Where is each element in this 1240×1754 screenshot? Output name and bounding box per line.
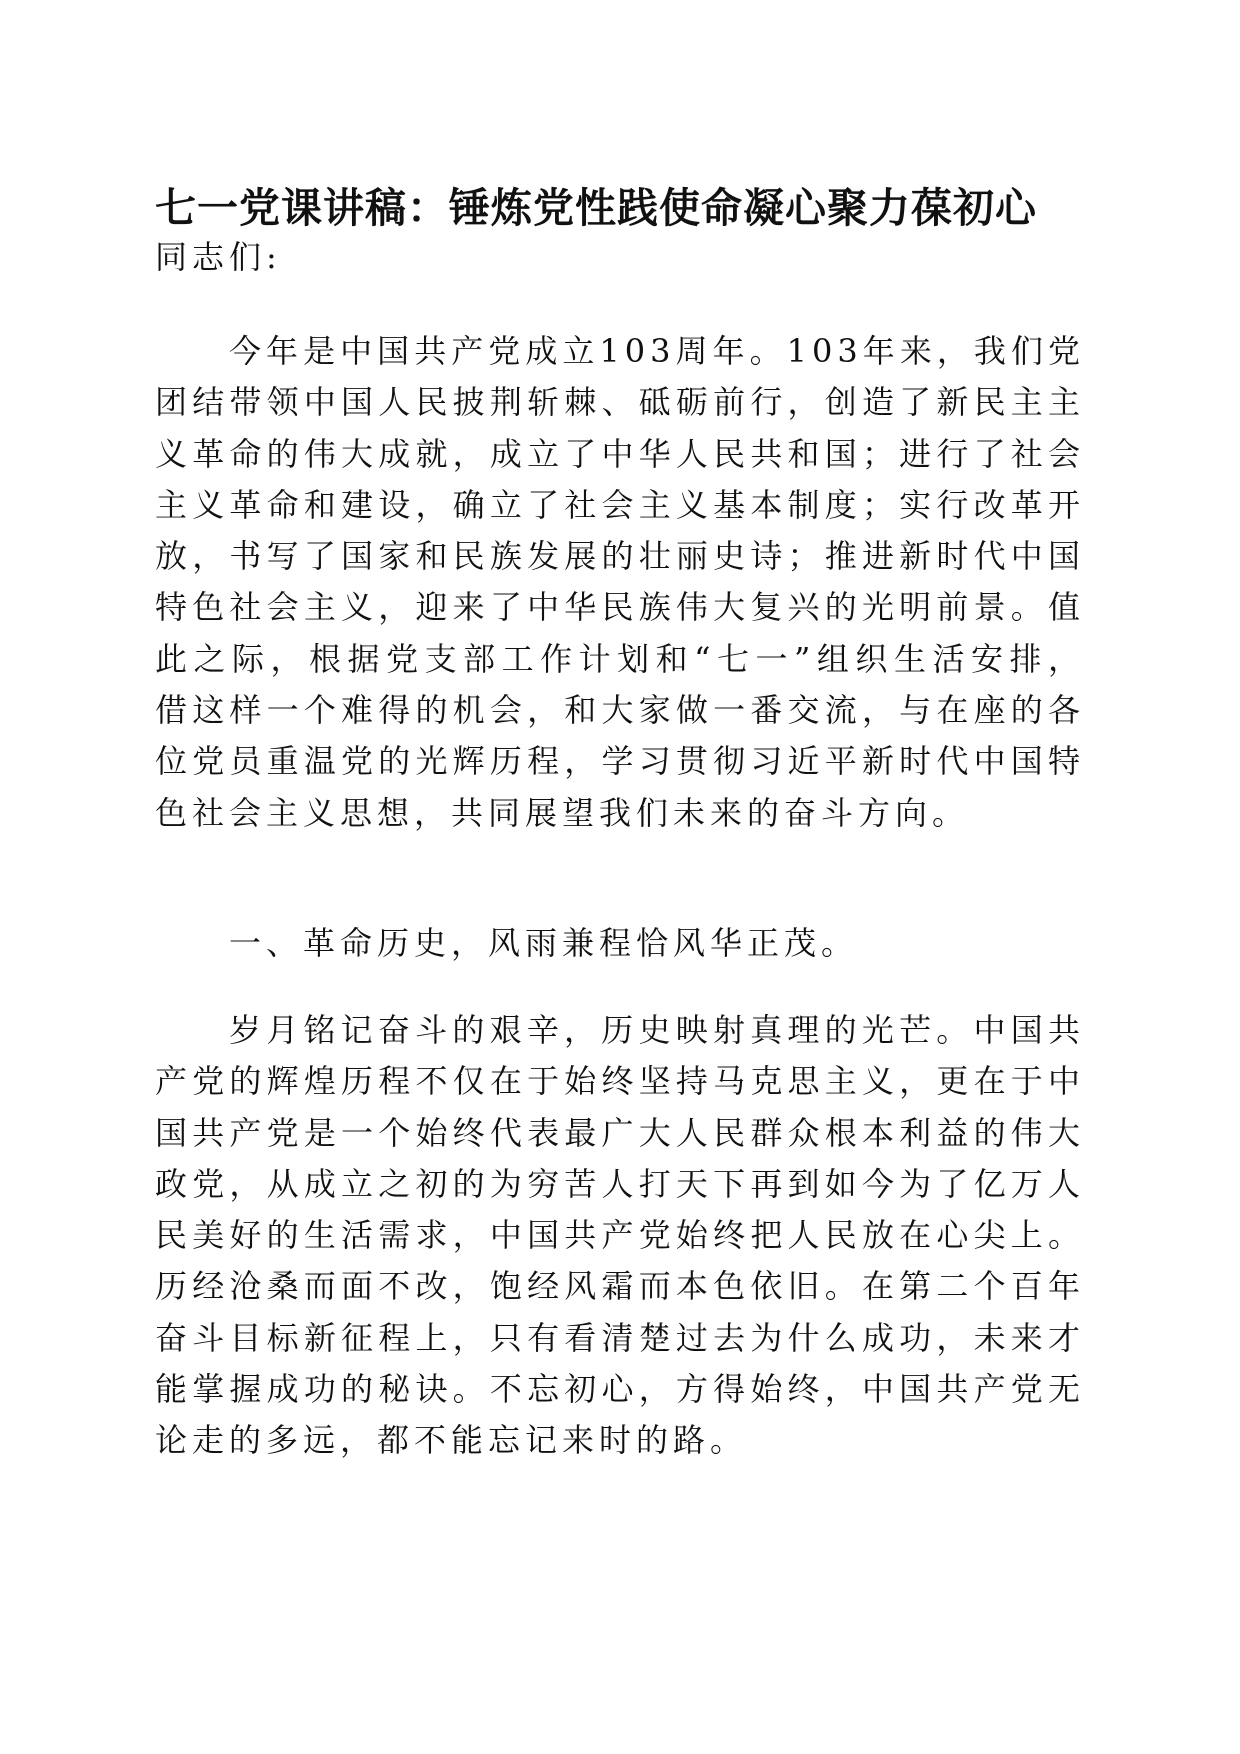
salutation: 同志们:: [155, 238, 282, 276]
paragraph-history: 岁月铭记奋斗的艰辛，历史映射真理的光芒。中国共产党的辉煌历程不仅在于始终坚持马克思主义，更在于中国共产党是一个始终代表最广大人民群众根本利益的伟大政党，从成立之初的为穷苦人打天下再到如今为了亿万人民美好的生活需求，中国共产党始终把人民放在心尖上。历经沧桑而面不改，饱经风霜而本色依旧。在第二个百年奋斗目标新征程上，只有看清楚过去为什么成功，未来才能掌握成功的秘诀。不忘初心，方得始终，中国共产党无论走的多远，都不能忘记来时的路。: [155, 1011, 1085, 1460]
document-title: 七一党课讲稿：锤炼党性践使命凝心聚力葆初心: [155, 184, 1037, 232]
paragraph-intro: 今年是中国共产党成立103周年。103年来，我们党团结带领中国人民披荆斩棘、砥砺前行，创造了新民主主义革命的伟大成就，成立了中华人民共和国；进行了社会主义革命和建设，确立了社会主义基本制度；实行改革开放，书写了国家和民族发展的壮丽史诗；推进新时代中国特色社会主义，迎来了中华民族伟大复兴的光明前景。值此之际，根据党支部工作计划和“七一”组织生活安排，借这样一个难得的机会，和大家做一番交流，与在座的各位党员重温党的光辉历程，学习贯彻习近平新时代中国特色社会主义思想，共同展望我们未来的奋斗方向。: [155, 332, 1085, 832]
section-heading-1: 一、革命历史，风雨兼程恰风华正茂。: [229, 924, 859, 962]
